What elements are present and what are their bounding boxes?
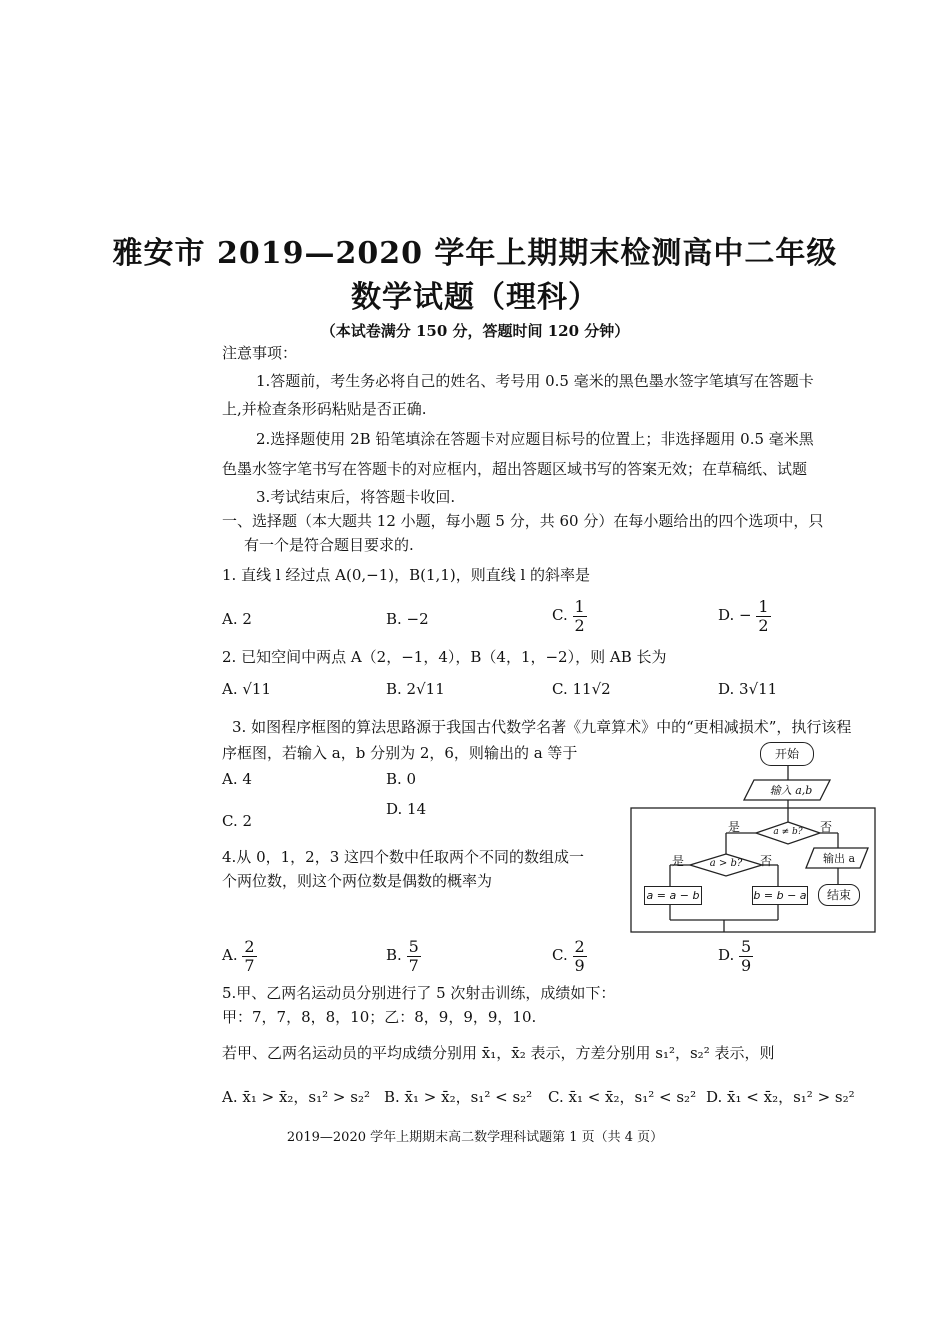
q2-option-b: B. 2√11 [386, 680, 445, 698]
flowchart-cond-2: a > b? [709, 858, 743, 869]
q2-option-d: D. 3√11 [718, 680, 778, 698]
notice-2-line-1: 2.选择题使用 2B 铅笔填涂在答题卡对应题目标号的位置上；非选择题用 0.5 毫米黑 [256, 430, 814, 448]
q1-option-d [718, 598, 771, 634]
q1-option-c-fraction: $\frac{1}{2}$ [574, 597, 585, 635]
q5-option-a: A. x̄₁ > x̄₂，s₁² > s₂² [222, 1088, 370, 1106]
q1-option-d-label: D. − [718, 606, 752, 625]
notice-1-line-1: 1.答题前，考生务必将自己的姓名、考号用 0.5 毫米的黑色墨水签字笔填写在答题卡 [256, 372, 814, 390]
q4-option-b-fraction: $\frac{5}{7}$ [408, 937, 419, 975]
flowchart [628, 736, 878, 936]
exam-info: （本试卷满分 150 分，答题时间 120 分钟） [320, 322, 630, 340]
flowchart-assign-b: b = b − a [752, 886, 808, 905]
notice-3: 3.考试结束后，将答题卡收回. [256, 488, 456, 506]
flowchart-lines [628, 736, 878, 936]
q5-option-c: C. x̄₁ < x̄₂，s₁² < s₂² [548, 1088, 697, 1106]
section-1-heading: 一、选择题（本大题共 12 小题，每小题 5 分，共 60 分）在每小题给出的四个选项中，只 [222, 512, 824, 530]
page-footer: 2019—2020 学年上期期末高二数学理科试题第 1 页（共 4 页） [286, 1130, 664, 1145]
q1-option-d-fraction: $\frac{1}{2}$ [758, 597, 769, 635]
q1-option-a: A. 2 [222, 610, 252, 628]
flowchart-yes-1: 是 [728, 820, 741, 834]
q4-option-a-fraction: $\frac{2}{7}$ [244, 937, 255, 975]
q1-option-c-label: C. [552, 606, 568, 625]
q5-option-b: B. x̄₁ > x̄₂，s₁² < s₂² [384, 1088, 533, 1106]
notice-heading: 注意事项： [222, 344, 298, 362]
q2-option-c: C. 11√2 [552, 680, 611, 698]
title-line-1: 雅安市 2019—2020 学年上期期末检测高中二年级 [112, 236, 838, 271]
notice-2-line-2: 色墨水签字笔书写在答题卡的对应框内，超出答题区域书写的答案无效；在草稿纸、试题 [222, 460, 808, 478]
q4-option-b: B. $\frac{5}{7}$ [386, 937, 419, 975]
question-2-stem: 2. 已知空间中两点 A（2，−1，4），B（4，1，−2），则 AB 长为 [222, 648, 667, 666]
flowchart-end: 结束 [818, 884, 860, 906]
question-5-stem-line-1: 5.甲、乙两名运动员分别进行了 5 次射击训练，成绩如下： [222, 984, 616, 1002]
question-5-stem-line-2: 甲：7，7，8，8，10；乙：8，9，9，9，10. [222, 1008, 537, 1026]
flowchart-cond-1: a ≠ b? [773, 827, 803, 837]
q4-option-c: C. $\frac{2}{9}$ [552, 937, 585, 975]
q3-option-c: C. 2 [222, 812, 253, 830]
flowchart-no-2: 否 [760, 854, 773, 868]
q3-option-a: A. 4 [222, 770, 252, 788]
q3-option-b: B. 0 [386, 770, 417, 788]
q4-option-c-fraction: $\frac{2}{9}$ [574, 937, 585, 975]
q4-option-d: D. $\frac{5}{9}$ [718, 937, 752, 975]
flowchart-input: 输入 a,b [769, 784, 813, 797]
section-1-heading-cont: 有一个是符合题目要求的. [244, 536, 414, 554]
title-line-2: 数学试题（理科） [351, 280, 599, 315]
q4-option-a: A. $\frac{2}{7}$ [222, 937, 255, 975]
q4-option-d-fraction: $\frac{5}{9}$ [741, 937, 752, 975]
flowchart-assign-a: a = a − b [644, 886, 702, 905]
question-1-stem: 1. 直线 l 经过点 A(0,−1)，B(1,1)，则直线 l 的斜率是 [222, 566, 591, 584]
flowchart-no-1: 否 [820, 820, 833, 834]
q1-option-c [552, 598, 587, 634]
flowchart-output: 输出 a [822, 852, 856, 865]
q5-option-d: D. x̄₁ < x̄₂，s₁² > s₂² [706, 1088, 855, 1106]
question-5-stem-line-3: 若甲、乙两名运动员的平均成绩分别用 x̄₁，x̄₂ 表示，方差分别用 s₁²，s₂² 表示，则 [222, 1044, 775, 1062]
q1-option-b: B. −2 [386, 610, 429, 628]
notice-1-line-2: 上,并检查条形码粘贴是否正确. [222, 400, 427, 418]
q2-option-a: A. √11 [222, 680, 272, 698]
question-4-stem-line-1: 4.从 0，1，2，3 这四个数中任取两个不同的数组成一 [222, 848, 585, 866]
question-3-stem-line-1: 3. 如图程序框图的算法思路源于我国古代数学名著《九章算术》中的“更相减损术”，执行该程 [232, 718, 852, 736]
flowchart-yes-2: 是 [672, 854, 685, 868]
q3-option-d: D. 14 [386, 800, 427, 818]
question-4-stem-line-2: 个两位数，则这个两位数是偶数的概率为 [222, 872, 493, 890]
flowchart-start: 开始 [760, 742, 814, 766]
question-3-stem-line-2: 序框图，若输入 a，b 分别为 2，6，则输出的 a 等于 [222, 744, 578, 762]
